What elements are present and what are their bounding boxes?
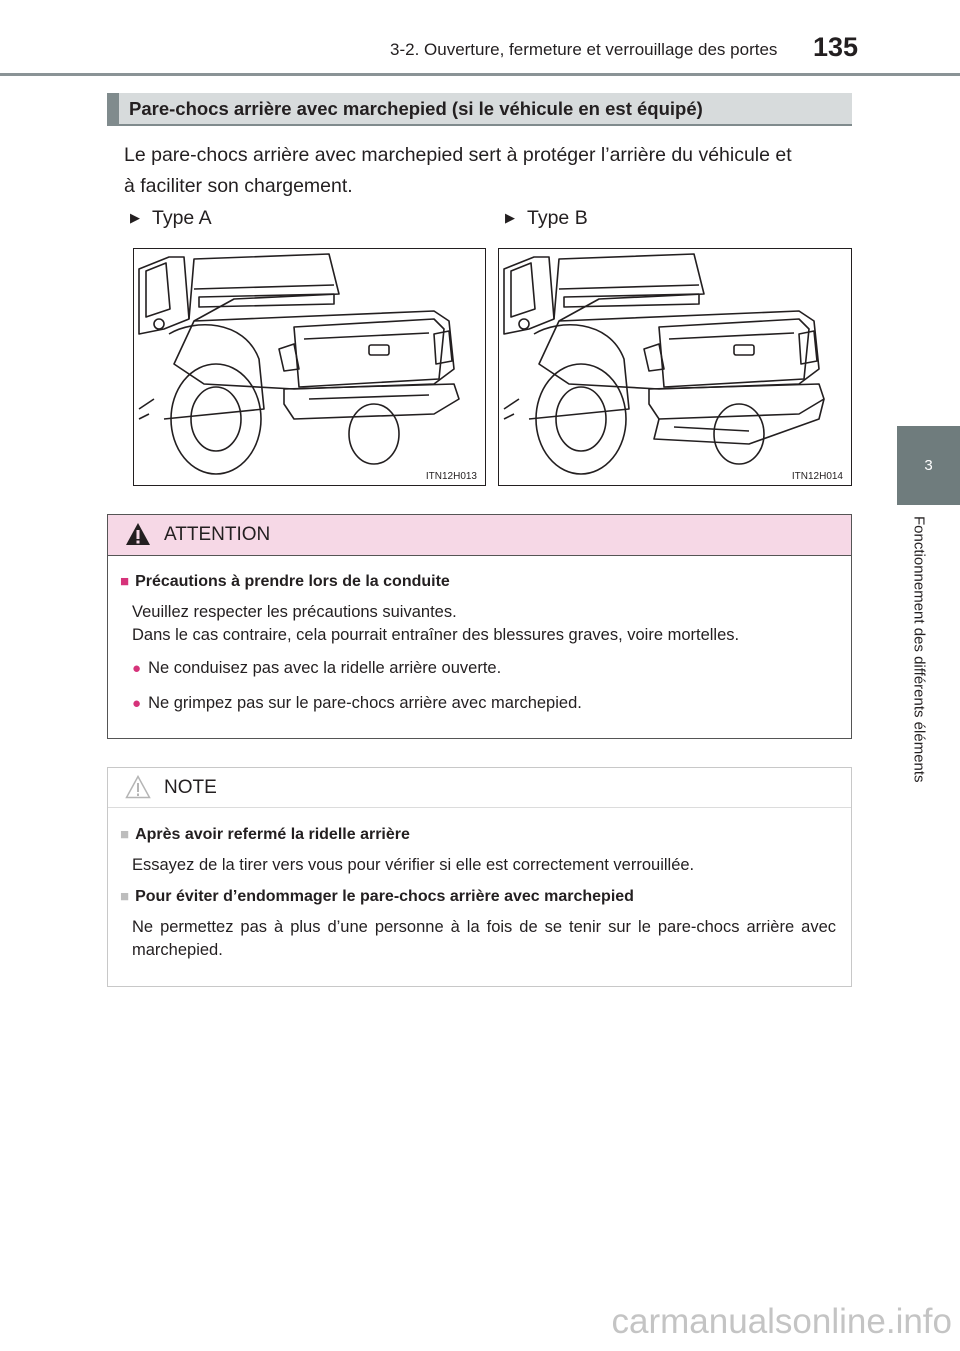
attention-item-heading: ■ Précautions à prendre lors de la conduite — [120, 573, 450, 590]
figure-type-a — [133, 248, 486, 486]
round-bullet-icon: ● — [132, 695, 142, 712]
square-bullet-icon: ■ — [120, 888, 130, 905]
warning-triangle-icon — [125, 522, 151, 546]
pickup-truck-illustration-a — [134, 249, 484, 484]
square-bullet-icon: ■ — [120, 826, 130, 843]
type-b-label: ▶ Type B — [505, 207, 588, 229]
note-title: NOTE — [164, 777, 217, 798]
section-heading: Pare-chocs arrière avec marchepied (si le véhicule en est équipé) — [129, 98, 703, 119]
header-divider — [0, 73, 960, 76]
watermark — [583, 1300, 958, 1348]
note-item-text: Ne permettez pas à plus d’une personne à la fois de se tenir sur le pare-chocs arrière avec marchepied. — [132, 918, 836, 959]
attention-bullet: ● Ne conduisez pas avec la ridelle arrière ouverte. — [132, 659, 502, 677]
square-bullet-icon: ■ — [120, 573, 130, 590]
pickup-truck-illustration-b — [499, 249, 850, 484]
attention-title: ATTENTION — [164, 524, 271, 545]
triangle-arrow-icon: ▶ — [130, 210, 140, 225]
attention-header — [108, 515, 851, 556]
note-item-heading: ■ Pour éviter d’endommager le pare-chocs arrière avec marchepied — [120, 888, 634, 905]
attention-text: Veuillez respecter les précautions suivantes. — [132, 603, 457, 621]
round-bullet-icon: ● — [132, 660, 142, 677]
note-item-heading: ■ Après avoir refermé la ridelle arrière — [120, 826, 410, 843]
note-box — [107, 767, 852, 987]
chapter-title: Fonctionnement des différents éléments — [910, 516, 928, 783]
intro-line: à faciliter son chargement. — [124, 175, 353, 197]
intro-line: Le pare-chocs arrière avec marchepied sert à protéger l’arrière du véhicule et — [124, 144, 792, 166]
figure-code: ITN12H014 — [791, 471, 843, 482]
note-header — [108, 768, 851, 808]
attention-bullet: ● Ne grimpez pas sur le pare-chocs arrière avec marchepied. — [132, 694, 582, 712]
caution-outline-icon — [125, 775, 151, 799]
triangle-arrow-icon: ▶ — [505, 210, 515, 225]
section-heading-bar — [107, 93, 852, 126]
attention-text: Dans le cas contraire, cela pourrait entraîner des blessures graves, voire mortelles. — [132, 626, 740, 644]
intro-paragraph — [124, 140, 854, 202]
figure-code: ITN12H013 — [425, 471, 477, 482]
type-a-label: ▶ Type A — [130, 207, 212, 229]
chapter-number: 3 — [924, 457, 933, 474]
running-header: 3-2. Ouverture, fermeture et verrouillage des portes — [390, 40, 778, 59]
chapter-side-label — [908, 516, 930, 836]
figure-type-b — [498, 248, 852, 486]
chapter-tab[interactable] — [897, 426, 960, 505]
page-number: 135 — [813, 32, 859, 62]
watermark-text: carmanualsonline.info — [611, 1302, 952, 1341]
attention-box — [107, 514, 852, 739]
note-item-text: Essayez de la tirer vers vous pour vérifier si elle est correctement verrouillée. — [132, 856, 695, 874]
